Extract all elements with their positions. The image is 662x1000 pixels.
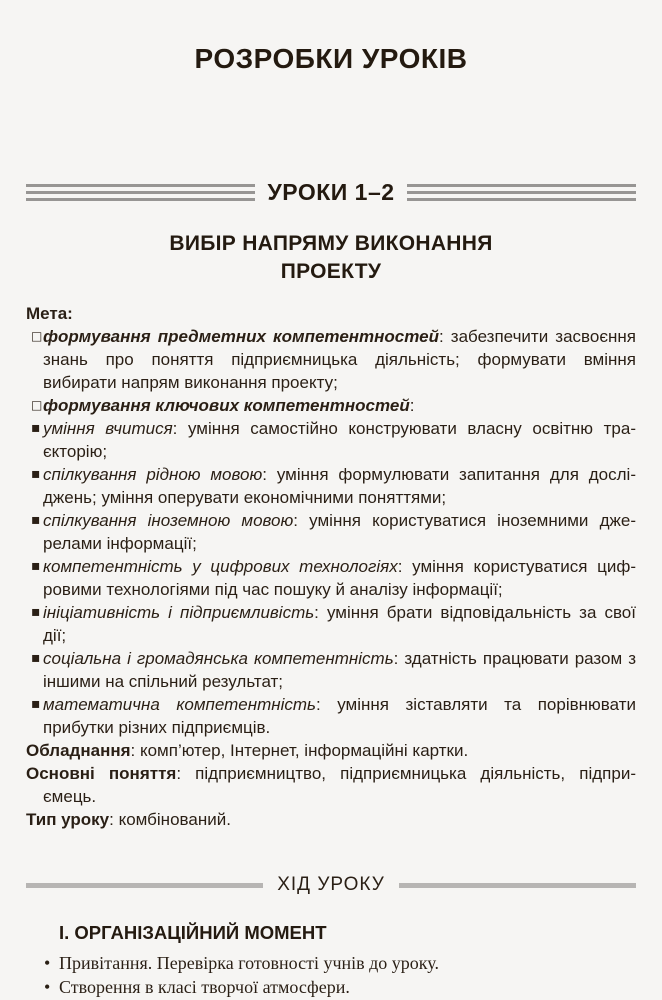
competency-item [26, 693, 636, 739]
list-item-text: Привітання. Перевірка готовності учнів до уроку. [59, 953, 439, 973]
rule-bar-left-icon [26, 883, 263, 888]
square-filled-bullet-icon: ▪ [31, 650, 41, 666]
lesson-flow-title: ХІД УРОКУ [277, 874, 385, 895]
competency-desc: : уміння самостійно конструювати власну освітню траєкторію; [43, 419, 636, 461]
list-item [26, 951, 636, 975]
list-item [26, 975, 636, 999]
competency-term: соціальна і громадянська компетентність [43, 649, 394, 668]
competency-term: компетентність у цифрових технологіях [43, 557, 398, 576]
list-item-text: Створення в класі творчої атмосфери. [59, 977, 350, 997]
competency-term: математична компетентність [43, 695, 316, 714]
competency-term: формування предметних компетентностей [43, 327, 439, 346]
competency-desc: : уміння користуватися іноземними джерелами інформації; [43, 511, 637, 553]
triple-rule-right-icon [407, 184, 636, 201]
competency-item [26, 555, 636, 601]
competency-item [26, 394, 636, 417]
lesson-title [26, 230, 636, 286]
lesson-type-value: : комбінований. [109, 810, 231, 829]
competency-desc: : [409, 396, 415, 415]
competency-item [26, 325, 636, 394]
page-title: РОЗРОБКИ УРОКІВ [194, 43, 468, 74]
square-filled-bullet-icon: ▪ [31, 420, 41, 436]
competency-term: спілкування іноземною мовою [43, 511, 294, 530]
square-filled-bullet-icon: ▪ [31, 604, 41, 620]
organization-moment-list [26, 951, 636, 999]
lesson-type-line [26, 808, 636, 831]
lesson-title-line1: ВИБІР НАПРЯМУ ВИКОНАННЯ [169, 232, 493, 255]
competency-term: спілкування рідною мовою [43, 465, 263, 484]
lesson-meta-block [26, 302, 636, 831]
competency-desc: : уміння зіставляти та порівнювати прибутки різних підприємців. [43, 695, 636, 737]
competency-item [26, 417, 636, 463]
rule-bar-right-icon [399, 883, 636, 888]
square-filled-bullet-icon: ▪ [31, 466, 41, 482]
lesson-flow-header [26, 875, 636, 895]
competency-term: формування ключових компетентностей [43, 396, 410, 415]
lesson-number: УРОКИ 1–2 [267, 179, 395, 205]
key-concepts-value: : підприємництво, підприємницька діяльність, підприємець. [43, 764, 636, 806]
section-heading: І. ОРГАНІЗАЦІЙНИЙ МОМЕНТ [59, 922, 327, 943]
triple-rule-left-icon [26, 184, 255, 201]
competency-desc: : забезпечити засвоєння знань про поняття підприємницька діяльність; формувати вміння вибирати напрям виконання проекту; [43, 327, 636, 392]
square-outline-bullet-icon: □ [31, 329, 43, 343]
competency-desc: : здатність працювати разом з іншими на спільний результат; [43, 649, 636, 691]
competency-desc: : уміння користуватися цифровими технологіями під час пошуку й аналізу інформації; [43, 557, 636, 599]
round-bullet-icon: • [44, 977, 51, 997]
competency-item [26, 509, 636, 555]
square-filled-bullet-icon: ▪ [31, 512, 41, 528]
square-outline-bullet-icon: □ [31, 398, 43, 412]
competency-term: уміння вчитися [43, 419, 173, 438]
square-filled-bullet-icon: ▪ [31, 696, 41, 712]
lesson-title-line2: ПРОЕКТУ [280, 260, 382, 283]
competency-item [26, 463, 636, 509]
competency-item [26, 647, 636, 693]
equipment-value: : комп’ютер, Інтернет, інформаційні картки. [130, 741, 469, 760]
lesson-type-label: Тип уроку [26, 810, 110, 829]
competency-term: ініціативність і підприємливість [43, 603, 315, 622]
square-filled-bullet-icon: ▪ [31, 558, 41, 574]
equipment-line [26, 739, 636, 762]
lesson-header [26, 180, 636, 204]
competency-item [26, 601, 636, 647]
equipment-label: Обладнання [26, 741, 131, 760]
meta-label: Мета: [26, 304, 73, 323]
key-concepts-line [26, 762, 636, 808]
round-bullet-icon: • [44, 953, 51, 973]
competency-desc: : уміння формулювати запитання для досліджень; уміння оперувати економічними поняттями; [43, 465, 636, 507]
key-concepts-label: Основні поняття [26, 764, 177, 783]
competency-desc: : уміння брати відповідальність за свої дії; [43, 603, 636, 645]
